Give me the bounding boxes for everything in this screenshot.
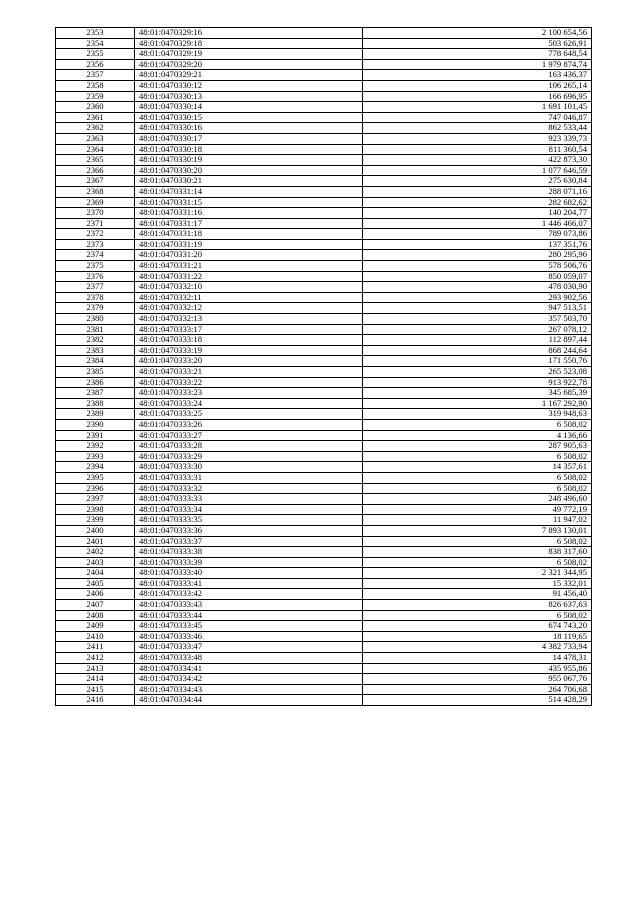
table-row <box>56 653 592 664</box>
row-number-cell: 2383 <box>56 345 135 356</box>
table-row <box>56 345 592 356</box>
row-number-cell: 2414 <box>56 674 135 685</box>
table-row <box>56 695 592 706</box>
cadastral-value-cell: 267 078,12 <box>363 324 592 335</box>
row-number-cell: 2359 <box>56 91 135 102</box>
cadastral-value-cell: 280 295,96 <box>363 250 592 261</box>
cadastral-number-cell: 48:01:0470334:44 <box>135 695 363 706</box>
table-row <box>56 547 592 558</box>
row-number-cell: 2366 <box>56 165 135 176</box>
cadastral-number-cell: 48:01:0470333:40 <box>135 568 363 579</box>
cadastral-value-cell: 435 955,86 <box>363 663 592 674</box>
cadastral-number-cell: 48:01:0470333:48 <box>135 653 363 664</box>
table-row <box>56 144 592 155</box>
cadastral-number-cell: 48:01:0470334:43 <box>135 684 363 695</box>
cadastral-value-cell: 293 902,56 <box>363 292 592 303</box>
cadastral-value-cell: 345 685,39 <box>363 388 592 399</box>
table-row <box>56 239 592 250</box>
cadastral-number-cell: 48:01:0470330:14 <box>135 102 363 113</box>
table-row <box>56 49 592 60</box>
cadastral-number-cell: 48:01:0470330:19 <box>135 155 363 166</box>
cadastral-number-cell: 48:01:0470331:18 <box>135 229 363 240</box>
table-row <box>56 356 592 367</box>
table-row <box>56 208 592 219</box>
table-row <box>56 229 592 240</box>
table-row <box>56 525 592 536</box>
row-number-cell: 2386 <box>56 377 135 388</box>
cadastral-value-cell: 578 506,76 <box>363 261 592 272</box>
cadastral-value-cell: 248 496,60 <box>363 494 592 505</box>
row-number-cell: 2413 <box>56 663 135 674</box>
cadastral-number-cell: 48:01:0470330:12 <box>135 80 363 91</box>
table-row <box>56 335 592 346</box>
table-row <box>56 112 592 123</box>
cadastral-number-cell: 48:01:0470330:21 <box>135 176 363 187</box>
cadastral-number-cell: 48:01:0470333:32 <box>135 483 363 494</box>
cadastral-value-cell: 288 071,16 <box>363 186 592 197</box>
table-row <box>56 642 592 653</box>
row-number-cell: 2364 <box>56 144 135 155</box>
table-row <box>56 621 592 632</box>
row-number-cell: 2402 <box>56 547 135 558</box>
cadastral-number-cell: 48:01:0470333:45 <box>135 621 363 632</box>
table-row <box>56 419 592 430</box>
cadastral-number-cell: 48:01:0470333:31 <box>135 472 363 483</box>
cadastral-number-cell: 48:01:0470332:10 <box>135 282 363 293</box>
row-number-cell: 2388 <box>56 398 135 409</box>
cadastral-value-cell: 789 073,86 <box>363 229 592 240</box>
cadastral-number-cell: 48:01:0470333:41 <box>135 578 363 589</box>
table-row <box>56 536 592 547</box>
row-number-cell: 2372 <box>56 229 135 240</box>
cadastral-value-cell: 1 691 101,45 <box>363 102 592 113</box>
table-row <box>56 430 592 441</box>
table-row <box>56 59 592 70</box>
cadastral-value-cell: 282 682,62 <box>363 197 592 208</box>
row-number-cell: 2391 <box>56 430 135 441</box>
cadastral-value-cell: 18 119,65 <box>363 631 592 642</box>
table-row <box>56 674 592 685</box>
table-row <box>56 165 592 176</box>
row-number-cell: 2360 <box>56 102 135 113</box>
cadastral-value-cell: 514 428,29 <box>363 695 592 706</box>
table-row <box>56 176 592 187</box>
cadastral-value-cell: 112 897,44 <box>363 335 592 346</box>
cadastral-number-cell: 48:01:0470333:30 <box>135 462 363 473</box>
table-row <box>56 250 592 261</box>
cadastral-value-cell: 6 508,02 <box>363 472 592 483</box>
cadastral-value-cell: 11 947,02 <box>363 515 592 526</box>
row-number-cell: 2403 <box>56 557 135 568</box>
table-row <box>56 462 592 473</box>
cadastral-number-cell: 48:01:0470330:18 <box>135 144 363 155</box>
cadastral-value-cell: 265 523,08 <box>363 367 592 378</box>
table-row <box>56 123 592 134</box>
cadastral-number-cell: 48:01:0470333:29 <box>135 451 363 462</box>
row-number-cell: 2412 <box>56 653 135 664</box>
cadastral-number-cell: 48:01:0470332:13 <box>135 314 363 325</box>
row-number-cell: 2370 <box>56 208 135 219</box>
cadastral-value-cell: 747 046,87 <box>363 112 592 123</box>
cadastral-number-cell: 48:01:0470330:17 <box>135 133 363 144</box>
table-row <box>56 303 592 314</box>
table-row <box>56 367 592 378</box>
table-row <box>56 398 592 409</box>
row-number-cell: 2378 <box>56 292 135 303</box>
cadastral-number-cell: 48:01:0470333:38 <box>135 547 363 558</box>
row-number-cell: 2408 <box>56 610 135 621</box>
row-number-cell: 2399 <box>56 515 135 526</box>
cadastral-number-cell: 48:01:0470331:20 <box>135 250 363 261</box>
cadastral-value-cell: 503 626,91 <box>363 38 592 49</box>
row-number-cell: 2354 <box>56 38 135 49</box>
row-number-cell: 2369 <box>56 197 135 208</box>
cadastral-value-cell: 850 059,07 <box>363 271 592 282</box>
cadastral-value-cell: 1 077 646,59 <box>363 165 592 176</box>
row-number-cell: 2356 <box>56 59 135 70</box>
table-row <box>56 451 592 462</box>
cadastral-number-cell: 48:01:0470330:16 <box>135 123 363 134</box>
row-number-cell: 2382 <box>56 335 135 346</box>
table-row <box>56 515 592 526</box>
cadastral-value-cell: 7 893 130,01 <box>363 525 592 536</box>
row-number-cell: 2389 <box>56 409 135 420</box>
table-row <box>56 102 592 113</box>
table-row <box>56 282 592 293</box>
cadastral-number-cell: 48:01:0470333:37 <box>135 536 363 547</box>
cadastral-value-cell: 6 508,02 <box>363 557 592 568</box>
table-row <box>56 261 592 272</box>
cadastral-number-cell: 48:01:0470333:46 <box>135 631 363 642</box>
cadastral-number-cell: 48:01:0470333:23 <box>135 388 363 399</box>
cadastral-value-cell: 357 503,70 <box>363 314 592 325</box>
row-number-cell: 2394 <box>56 462 135 473</box>
cadastral-number-cell: 48:01:0470333:17 <box>135 324 363 335</box>
table-row <box>56 314 592 325</box>
cadastral-number-cell: 48:01:0470329:19 <box>135 49 363 60</box>
row-number-cell: 2357 <box>56 70 135 81</box>
cadastral-value-cell: 140 204,77 <box>363 208 592 219</box>
table-row <box>56 28 592 39</box>
cadastral-value-cell: 422 873,30 <box>363 155 592 166</box>
cadastral-value-cell: 6 508,02 <box>363 451 592 462</box>
table-row <box>56 38 592 49</box>
table-row <box>56 578 592 589</box>
cadastral-number-cell: 48:01:0470333:39 <box>135 557 363 568</box>
row-number-cell: 2410 <box>56 631 135 642</box>
row-number-cell: 2400 <box>56 525 135 536</box>
cadastral-number-cell: 48:01:0470333:20 <box>135 356 363 367</box>
row-number-cell: 2376 <box>56 271 135 282</box>
cadastral-value-table <box>55 27 592 706</box>
cadastral-value-cell: 947 513,51 <box>363 303 592 314</box>
cadastral-number-cell: 48:01:0470333:42 <box>135 589 363 600</box>
cadastral-value-cell: 6 508,02 <box>363 419 592 430</box>
table-row <box>56 483 592 494</box>
cadastral-value-cell: 15 332,01 <box>363 578 592 589</box>
row-number-cell: 2401 <box>56 536 135 547</box>
table-row <box>56 472 592 483</box>
cadastral-number-cell: 48:01:0470332:11 <box>135 292 363 303</box>
cadastral-number-cell: 48:01:0470334:41 <box>135 663 363 674</box>
cadastral-value-cell: 826 637,63 <box>363 600 592 611</box>
table-body <box>56 28 592 706</box>
cadastral-value-cell: 955 067,76 <box>363 674 592 685</box>
cadastral-number-cell: 48:01:0470333:18 <box>135 335 363 346</box>
cadastral-value-cell: 106 265,14 <box>363 80 592 91</box>
cadastral-value-cell: 319 948,63 <box>363 409 592 420</box>
row-number-cell: 2407 <box>56 600 135 611</box>
cadastral-number-cell: 48:01:0470330:13 <box>135 91 363 102</box>
cadastral-value-cell: 4 382 733,94 <box>363 642 592 653</box>
table-row <box>56 133 592 144</box>
cadastral-number-cell: 48:01:0470334:42 <box>135 674 363 685</box>
cadastral-value-cell: 166 696,95 <box>363 91 592 102</box>
cadastral-number-cell: 48:01:0470329:16 <box>135 28 363 39</box>
cadastral-value-cell: 6 508,02 <box>363 536 592 547</box>
row-number-cell: 2374 <box>56 250 135 261</box>
cadastral-number-cell: 48:01:0470331:14 <box>135 186 363 197</box>
table-row <box>56 324 592 335</box>
cadastral-value-cell: 171 550,76 <box>363 356 592 367</box>
row-number-cell: 2390 <box>56 419 135 430</box>
cadastral-value-cell: 923 339,73 <box>363 133 592 144</box>
table-row <box>56 631 592 642</box>
table-row <box>56 409 592 420</box>
table-row <box>56 271 592 282</box>
cadastral-value-cell: 862 533,44 <box>363 123 592 134</box>
table-row <box>56 186 592 197</box>
table-row <box>56 80 592 91</box>
cadastral-number-cell: 48:01:0470330:15 <box>135 112 363 123</box>
table-row <box>56 155 592 166</box>
cadastral-value-cell: 913 922,78 <box>363 377 592 388</box>
cadastral-value-cell: 287 905,63 <box>363 441 592 452</box>
row-number-cell: 2368 <box>56 186 135 197</box>
table-row <box>56 589 592 600</box>
table-row <box>56 377 592 388</box>
cadastral-value-cell: 1 446 466,07 <box>363 218 592 229</box>
cadastral-value-cell: 49 772,19 <box>363 504 592 515</box>
row-number-cell: 2373 <box>56 239 135 250</box>
cadastral-number-cell: 48:01:0470329:21 <box>135 70 363 81</box>
row-number-cell: 2405 <box>56 578 135 589</box>
table-row <box>56 91 592 102</box>
row-number-cell: 2361 <box>56 112 135 123</box>
cadastral-number-cell: 48:01:0470333:34 <box>135 504 363 515</box>
row-number-cell: 2385 <box>56 367 135 378</box>
cadastral-value-cell: 137 351,76 <box>363 239 592 250</box>
table-row <box>56 388 592 399</box>
table-row <box>56 568 592 579</box>
cadastral-value-cell: 14 357,61 <box>363 462 592 473</box>
table-row <box>56 70 592 81</box>
cadastral-number-cell: 48:01:0470333:22 <box>135 377 363 388</box>
cadastral-number-cell: 48:01:0470330:20 <box>135 165 363 176</box>
table-row <box>56 600 592 611</box>
cadastral-number-cell: 48:01:0470333:21 <box>135 367 363 378</box>
cadastral-number-cell: 48:01:0470333:47 <box>135 642 363 653</box>
cadastral-value-cell: 14 478,31 <box>363 653 592 664</box>
row-number-cell: 2398 <box>56 504 135 515</box>
row-number-cell: 2392 <box>56 441 135 452</box>
table-row <box>56 292 592 303</box>
row-number-cell: 2406 <box>56 589 135 600</box>
row-number-cell: 2384 <box>56 356 135 367</box>
cadastral-number-cell: 48:01:0470333:43 <box>135 600 363 611</box>
cadastral-number-cell: 48:01:0470331:15 <box>135 197 363 208</box>
cadastral-number-cell: 48:01:0470332:12 <box>135 303 363 314</box>
cadastral-number-cell: 48:01:0470333:35 <box>135 515 363 526</box>
row-number-cell: 2387 <box>56 388 135 399</box>
cadastral-number-cell: 48:01:0470329:18 <box>135 38 363 49</box>
row-number-cell: 2396 <box>56 483 135 494</box>
cadastral-number-cell: 48:01:0470333:24 <box>135 398 363 409</box>
row-number-cell: 2362 <box>56 123 135 134</box>
row-number-cell: 2367 <box>56 176 135 187</box>
table-row <box>56 684 592 695</box>
row-number-cell: 2397 <box>56 494 135 505</box>
cadastral-value-cell: 1 979 874,74 <box>363 59 592 70</box>
row-number-cell: 2416 <box>56 695 135 706</box>
cadastral-number-cell: 48:01:0470331:19 <box>135 239 363 250</box>
cadastral-value-cell: 2 100 654,56 <box>363 28 592 39</box>
table-row <box>56 218 592 229</box>
table-row <box>56 610 592 621</box>
cadastral-value-cell: 163 436,37 <box>363 70 592 81</box>
cadastral-value-cell: 811 360,54 <box>363 144 592 155</box>
cadastral-number-cell: 48:01:0470331:21 <box>135 261 363 272</box>
cadastral-number-cell: 48:01:0470333:26 <box>135 419 363 430</box>
row-number-cell: 2404 <box>56 568 135 579</box>
cadastral-value-cell: 91 456,40 <box>363 589 592 600</box>
cadastral-value-cell: 2 321 344,95 <box>363 568 592 579</box>
row-number-cell: 2377 <box>56 282 135 293</box>
row-number-cell: 2395 <box>56 472 135 483</box>
cadastral-value-cell: 1 167 292,90 <box>363 398 592 409</box>
row-number-cell: 2380 <box>56 314 135 325</box>
cadastral-value-cell: 778 648,54 <box>363 49 592 60</box>
cadastral-value-cell: 868 244,64 <box>363 345 592 356</box>
cadastral-number-cell: 48:01:0470331:16 <box>135 208 363 219</box>
cadastral-value-cell: 6 508,02 <box>363 483 592 494</box>
row-number-cell: 2381 <box>56 324 135 335</box>
cadastral-value-cell: 4 136,66 <box>363 430 592 441</box>
row-number-cell: 2393 <box>56 451 135 462</box>
table-row <box>56 441 592 452</box>
table-row <box>56 663 592 674</box>
table-row <box>56 494 592 505</box>
cadastral-value-cell: 6 508,02 <box>363 610 592 621</box>
cadastral-number-cell: 48:01:0470333:36 <box>135 525 363 536</box>
cadastral-value-cell: 275 630,84 <box>363 176 592 187</box>
row-number-cell: 2409 <box>56 621 135 632</box>
cadastral-number-cell: 48:01:0470333:19 <box>135 345 363 356</box>
cadastral-number-cell: 48:01:0470333:25 <box>135 409 363 420</box>
cadastral-number-cell: 48:01:0470333:27 <box>135 430 363 441</box>
row-number-cell: 2411 <box>56 642 135 653</box>
row-number-cell: 2355 <box>56 49 135 60</box>
row-number-cell: 2363 <box>56 133 135 144</box>
cadastral-number-cell: 48:01:0470331:17 <box>135 218 363 229</box>
row-number-cell: 2353 <box>56 28 135 39</box>
cadastral-value-cell: 674 743,20 <box>363 621 592 632</box>
row-number-cell: 2415 <box>56 684 135 695</box>
cadastral-number-cell: 48:01:0470333:33 <box>135 494 363 505</box>
cadastral-number-cell: 48:01:0470331:22 <box>135 271 363 282</box>
cadastral-number-cell: 48:01:0470329:20 <box>135 59 363 70</box>
cadastral-number-cell: 48:01:0470333:44 <box>135 610 363 621</box>
cadastral-value-cell: 838 317,60 <box>363 547 592 558</box>
row-number-cell: 2371 <box>56 218 135 229</box>
cadastral-value-cell: 478 030,90 <box>363 282 592 293</box>
table-row <box>56 197 592 208</box>
row-number-cell: 2375 <box>56 261 135 272</box>
cadastral-number-cell: 48:01:0470333:28 <box>135 441 363 452</box>
row-number-cell: 2358 <box>56 80 135 91</box>
table-row <box>56 557 592 568</box>
row-number-cell: 2365 <box>56 155 135 166</box>
table-row <box>56 504 592 515</box>
cadastral-value-cell: 264 706,68 <box>363 684 592 695</box>
row-number-cell: 2379 <box>56 303 135 314</box>
